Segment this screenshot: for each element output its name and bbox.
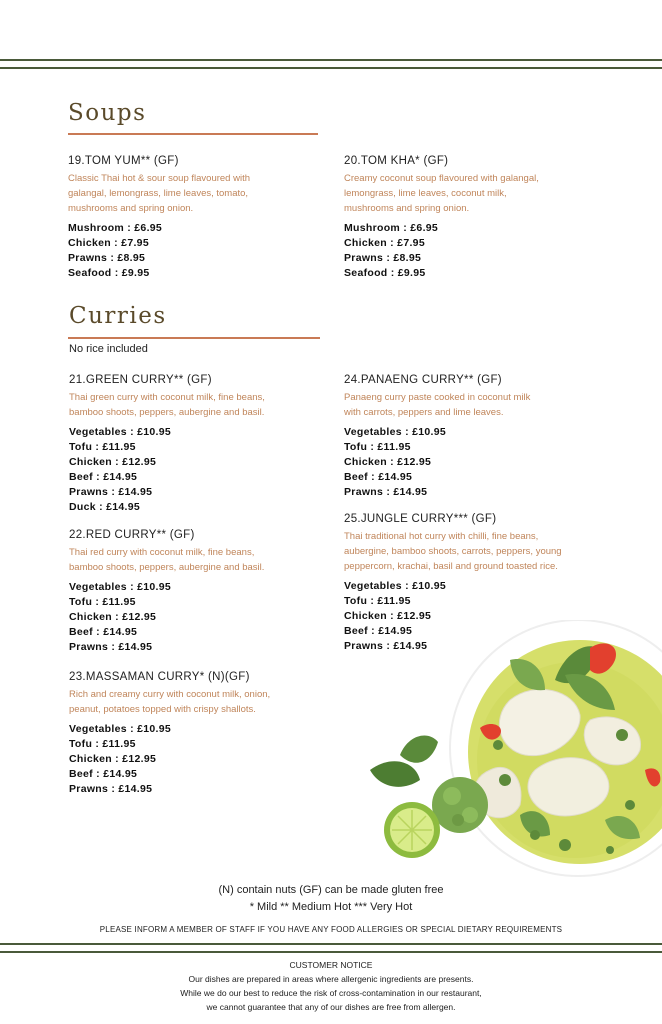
price-line: Beef : £14.95 (69, 768, 138, 780)
price-line: Chicken : £12.95 (69, 456, 157, 468)
price-line: Prawns : £8.95 (344, 252, 422, 264)
dish-description: Classic Thai hot & sour soup flavoured with galangal, lemongrass, lime leaves, tomato, mushrooms and spring onion. (68, 173, 250, 214)
price-line: Prawns : £14.95 (344, 640, 428, 652)
price-line: Vegetables : £10.95 (344, 580, 447, 592)
price-line: Chicken : £7.95 (344, 237, 425, 249)
customer-notice-line: While we do our best to reduce the risk of cross-contamination in our restaurant, (180, 988, 482, 998)
price-line: Tofu : £11.95 (344, 595, 411, 607)
dish-name: 19.TOM YUM** (GF) (68, 155, 179, 167)
customer-notice-title: CUSTOMER NOTICE (289, 960, 373, 970)
price-line: Seafood : £9.95 (344, 267, 426, 279)
dish-name: 25.JUNGLE CURRY*** (GF) (344, 513, 497, 525)
dish-description: Thai traditional hot curry with chilli, fine beans, aubergine, bamboo shoots, carrots, peppers, young peppercorn, krachai, basil and ground toasted rice. (344, 531, 562, 572)
soups-title-rule (68, 133, 318, 135)
menu-item-tom-yum (68, 155, 338, 281)
price-line: Vegetables : £10.95 (69, 426, 172, 438)
price-line: Prawns : £14.95 (69, 783, 153, 795)
soups-title: Soups (68, 100, 147, 126)
price-line: Tofu : £11.95 (344, 441, 411, 453)
curries-title-rule (68, 337, 320, 339)
price-line: Prawns : £14.95 (344, 486, 428, 498)
price-line: Mushroom : £6.95 (344, 222, 439, 234)
price-line: Chicken : £12.95 (344, 610, 432, 622)
curries-title: Curries (69, 303, 167, 329)
menu-item-green-curry (69, 374, 339, 515)
price-line: Vegetables : £10.95 (344, 426, 447, 438)
price-line: Prawns : £8.95 (68, 252, 146, 264)
menu-item-tom-kha (344, 155, 644, 281)
dish-name: 21.GREEN CURRY** (GF) (69, 374, 212, 386)
price-line: Mushroom : £6.95 (68, 222, 163, 234)
price-line: Chicken : £12.95 (69, 611, 157, 623)
dish-name: 23.MASSAMAN CURRY* (N)(GF) (69, 671, 250, 683)
bottom-rule-2 (0, 951, 662, 953)
dish-description: Thai green curry with coconut milk, fine beans, bamboo shoots, peppers, aubergine and basil. (69, 392, 265, 418)
price-line: Beef : £14.95 (69, 471, 138, 483)
price-line: Chicken : £7.95 (68, 237, 149, 249)
price-line: Chicken : £12.95 (69, 753, 157, 765)
dish-name: 22.RED CURRY** (GF) (69, 529, 195, 541)
dish-description: Thai red curry with coconut milk, fine beans, bamboo shoots, peppers, aubergine and basil. (69, 547, 265, 573)
price-line: Beef : £14.95 (69, 626, 138, 638)
customer-notice-line: we cannot guarantee that any of our dishes are free from allergen. (206, 1002, 456, 1012)
dish-description: Rich and creamy curry with coconut milk, onion, peanut, potatoes topped with crispy shallots. (69, 689, 271, 715)
legend-spice-levels: * Mild ** Medium Hot *** Very Hot (249, 901, 413, 913)
dish-name: 20.TOM KHA* (GF) (344, 155, 449, 167)
price-line: Prawns : £14.95 (69, 486, 153, 498)
price-line: Prawns : £14.95 (69, 641, 153, 653)
price-line: Vegetables : £10.95 (69, 581, 172, 593)
top-rule-1 (0, 59, 662, 61)
menu-item-panaeng-curry (344, 374, 644, 500)
price-line: Chicken : £12.95 (344, 456, 432, 468)
dish-name: 24.PANAENG CURRY** (GF) (344, 374, 502, 386)
price-line: Tofu : £11.95 (69, 441, 136, 453)
green-curry-illustration (360, 620, 662, 888)
dish-description: Panaeng curry paste cooked in coconut milk with carrots, peppers and lime leaves. (344, 392, 531, 418)
menu-item-massaman-curry (69, 671, 349, 797)
price-line: Duck : £14.95 (69, 501, 141, 513)
allergy-notice: PLEASE INFORM A MEMBER OF STAFF IF YOU HAVE ANY FOOD ALLERGIES OR SPECIAL DIETARY REQUIREMENTS (99, 925, 563, 934)
legend-nuts-gluten: (N) contain nuts (GF) can be made gluten free (218, 884, 444, 896)
dish-description: Creamy coconut soup flavoured with galangal, lemongrass, lime leaves, coconut milk, mushrooms and spring onion. (344, 173, 539, 214)
no-rice-note: No rice included (69, 343, 148, 355)
menu-item-red-curry (69, 529, 339, 655)
price-line: Tofu : £11.95 (69, 738, 136, 750)
top-rule-2 (0, 67, 662, 69)
bottom-rule-1 (0, 943, 662, 945)
customer-notice-line: Our dishes are prepared in areas where allergenic ingredients are presents. (188, 974, 474, 984)
price-line: Seafood : £9.95 (68, 267, 150, 279)
price-line: Vegetables : £10.95 (69, 723, 172, 735)
price-line: Beef : £14.95 (344, 471, 413, 483)
price-line: Tofu : £11.95 (69, 596, 136, 608)
price-line: Beef : £14.95 (344, 625, 413, 637)
